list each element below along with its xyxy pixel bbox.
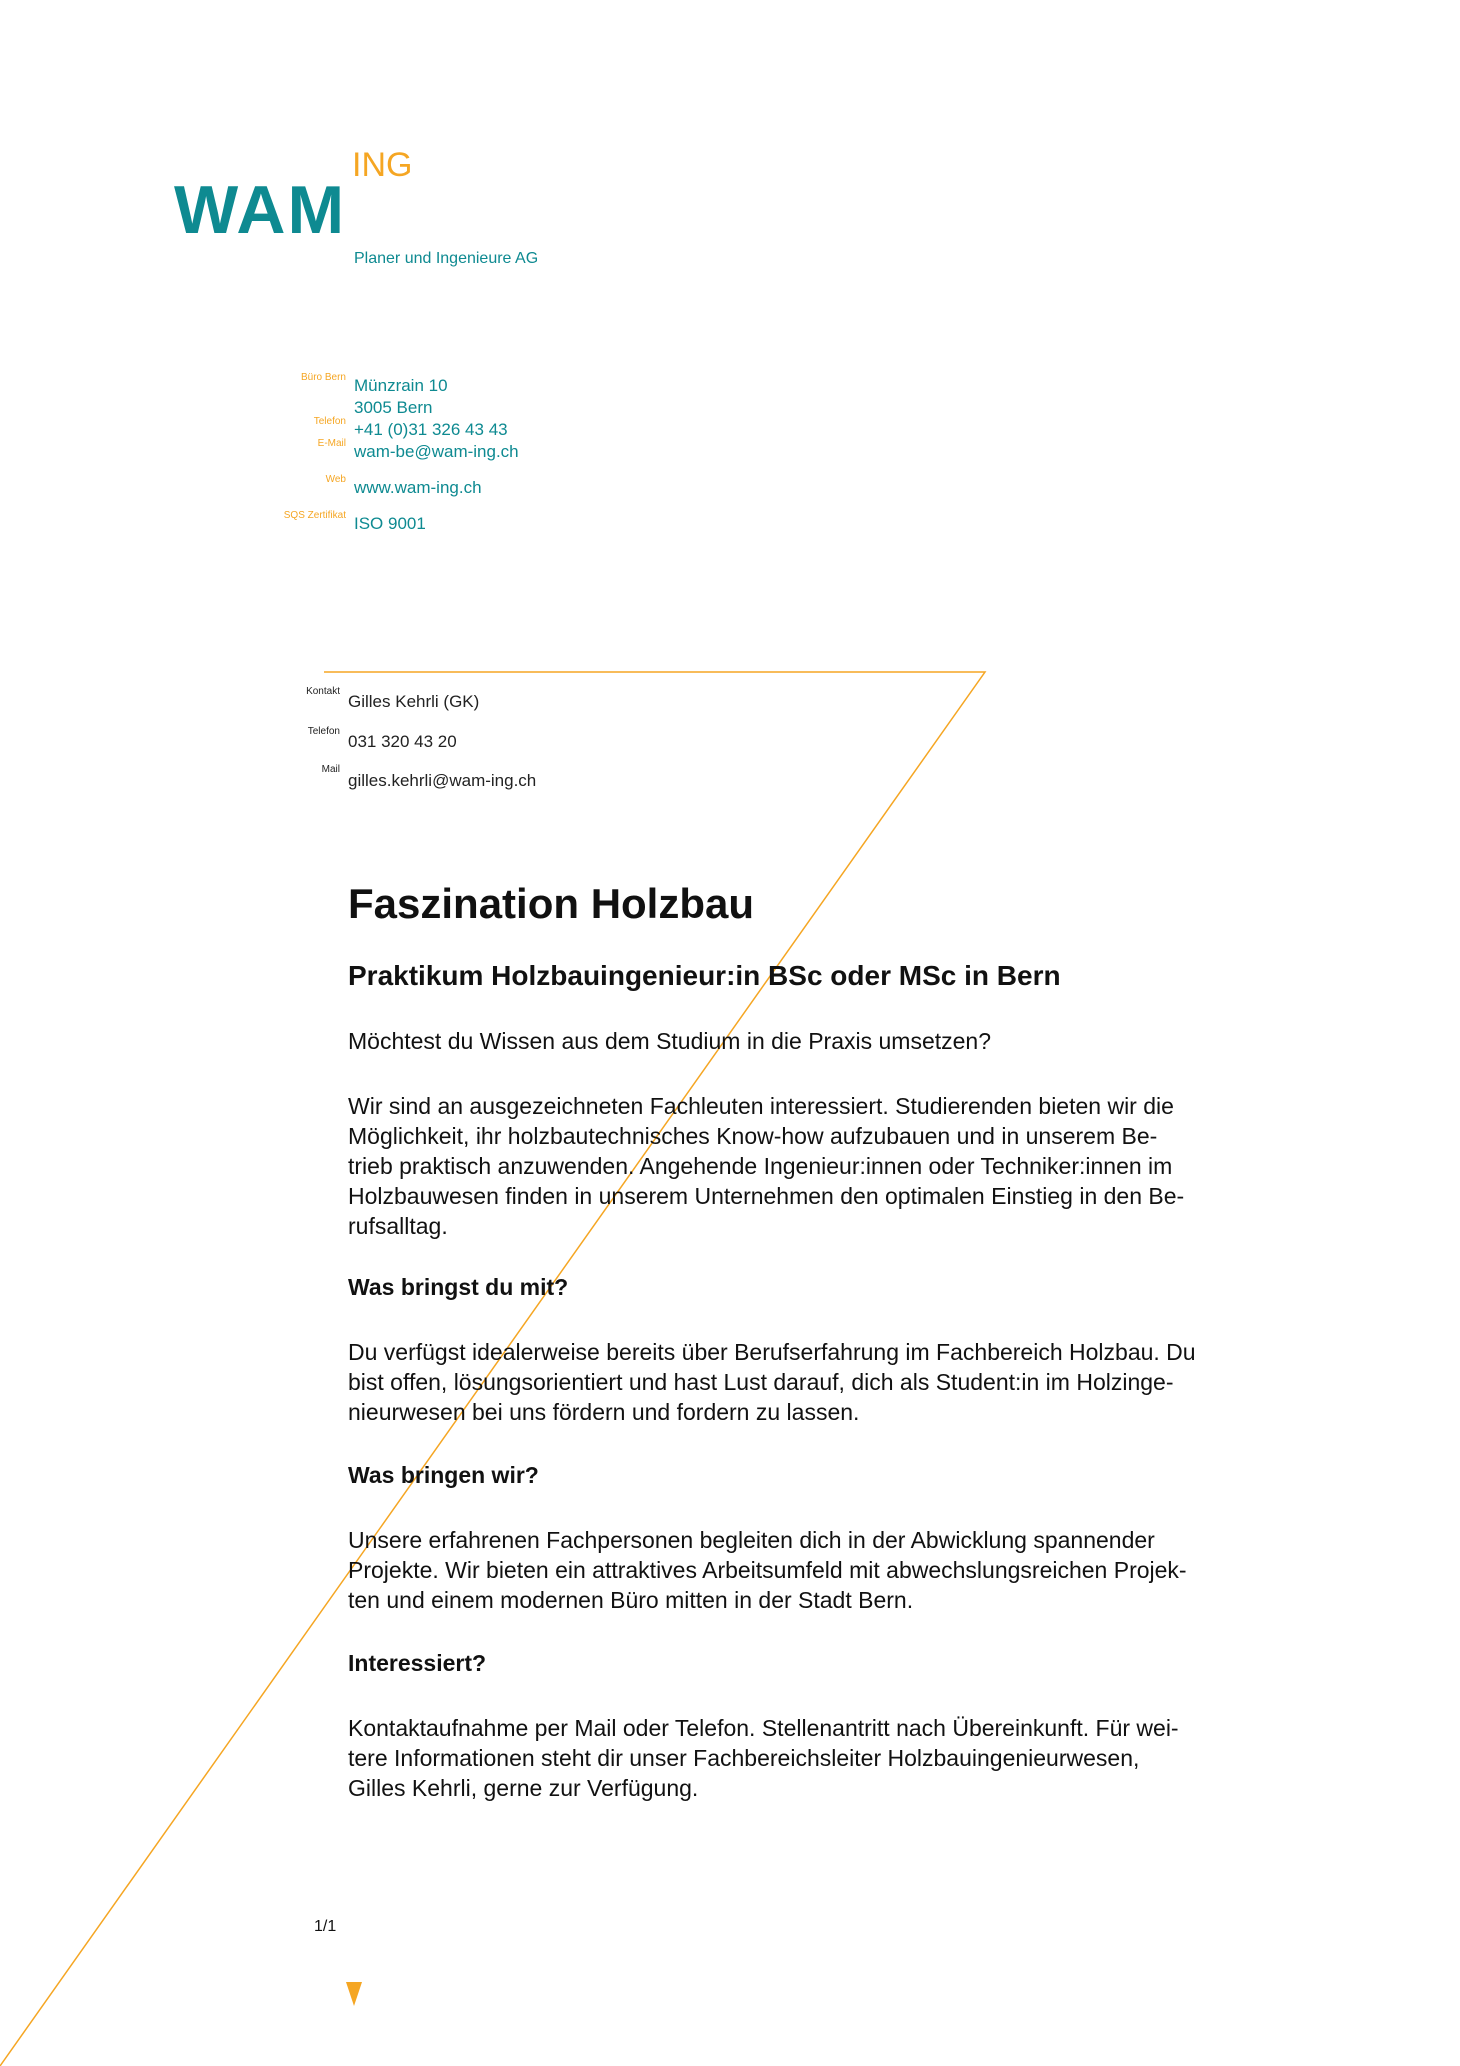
paragraph-3: Unsere erfahrenen Fachpersonen begleiten dich in der Abwicklung spannender Projekte. Wir bieten ein attraktives Arbeitsumfeld mit abwechslungsreichen Projek- ten und einem modernen Büro mitten in der Stadt Bern. [348,1527,1187,1613]
logo-wam: WAM [174,172,347,248]
label-contact-phone: Telefon [307,726,340,737]
label-phone: Telefon [313,416,346,427]
office-email[interactable]: wam-be@wam-ing.ch [354,442,519,461]
label-contact-mail: Mail [321,764,340,775]
heading-what-you-bring: Was bringst du mit? [348,1274,569,1300]
company-subtitle: Planer und Ingenieure AG [354,250,539,267]
contact-name: Gilles Kehrli (GK) [348,692,480,711]
office-cert: ISO 9001 [354,514,426,533]
logo-ing: ING [352,146,413,184]
heading-interested: Interessiert? [348,1650,487,1676]
label-office: Büro Bern [300,372,346,383]
intro-paragraph: Möchtest du Wissen aus dem Studium in die Praxis umsetzen? [348,1028,992,1054]
office-street: Münzrain 10 [354,376,448,395]
paragraph-1: Wir sind an ausgezeichneten Fachleuten interessiert. Studierenden bieten wir die Möglichkeit, ihr holzbautechnisches Know-how aufzubauen und in unserem Be- trieb praktisch anzuwenden. Angehende Ingenieur:innen oder Techniker:innen im Holzbauwesen finden in unserem Unternehmen den optimalen Einstieg in den Be- rufsalltag. [348,1093,1185,1239]
office-city: 3005 Bern [354,398,433,417]
label-contact: Kontakt [306,686,340,697]
page-subtitle: Praktikum Holzbauingenieur:in BSc oder MSc in Bern [348,960,1061,991]
paragraph-4: Kontaktaufnahme per Mail oder Telefon. Stellenantritt nach Übereinkunft. Für wei- tere Informationen steht dir unser Fachbereichsleiter Holzbauingenieurwesen, Gilles Kehrli, gerne zur Verfügung. [348,1715,1179,1801]
page-title: Faszination Holzbau [348,880,755,927]
paragraph-2: Du verfügst idealerweise bereits über Berufserfahrung im Fachbereich Holzbau. Du bist offen, lösungsorientiert und hast Lust darauf, dich als Student:in im Holzinge- nieurwesen bei uns fördern und fordern zu lassen. [348,1339,1196,1425]
label-cert: SQS Zertifikat [283,510,346,521]
contact-phone: 031 320 43 20 [348,732,457,751]
contact-mail[interactable]: gilles.kehrli@wam-ing.ch [348,771,537,790]
page-number: 1/1 [314,1918,337,1935]
triangle-marker-icon [346,1982,362,2006]
office-web[interactable]: www.wam-ing.ch [354,478,482,497]
office-phone: +41 (0)31 326 43 43 [354,420,508,439]
heading-what-we-bring: Was bringen wir? [348,1462,539,1488]
label-web: Web [325,474,346,485]
label-email: E-Mail [317,438,346,449]
